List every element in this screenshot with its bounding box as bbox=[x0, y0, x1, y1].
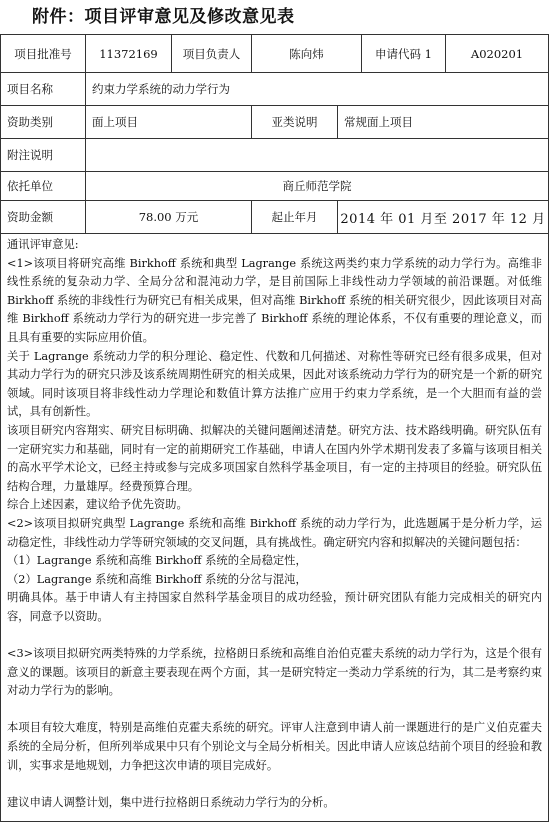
project-name-value: 约束力学系统的动力学行为 bbox=[92, 82, 230, 96]
review-heading: 通讯评审意见: bbox=[7, 238, 79, 251]
review-paragraph: （1）Lagrange 系统和高维 Birkhoff 系统的全局稳定性， bbox=[7, 554, 307, 568]
review-paragraph: 综合上述因素，建议给予优先资助。 bbox=[7, 498, 188, 512]
note-label: 附注说明 bbox=[1, 139, 86, 171]
review-paragraph: 建议申请人调整计划，集中进行拉格朗日系统动力学行为的分析。 bbox=[7, 795, 335, 809]
paragraph-spacer bbox=[7, 775, 542, 794]
apply-code-label: 申请代码 1 bbox=[362, 35, 446, 72]
leader-value: 陈向炜 bbox=[252, 35, 362, 72]
row-funding-type bbox=[1, 106, 548, 139]
row-note bbox=[1, 139, 548, 172]
row-institution bbox=[1, 172, 548, 201]
project-name-label: 项目名称 bbox=[1, 73, 86, 105]
period-label: 起止年月 bbox=[252, 201, 338, 233]
approval-no-label: 项目批准号 bbox=[1, 35, 86, 72]
row-approval bbox=[1, 35, 548, 73]
review-opinions bbox=[1, 234, 548, 812]
review-paragraph: <2>该项目拟研究典型 Lagrange 系统和高维 Birkhoff 系统的动力学行为，此选题属于是分析力学，运动稳定性，非线性动力学等研究领域的交叉问题，具有挑战性。确定研究内容和拟解决的关键问题包括： bbox=[7, 516, 542, 549]
review-paragraph: （2）Lagrange 系统和高维 Birkhoff 系统的分岔与混沌， bbox=[7, 572, 307, 586]
review-form bbox=[0, 34, 549, 822]
paragraph-spacer bbox=[7, 701, 542, 720]
funding-type-label: 资助类别 bbox=[1, 106, 86, 138]
leader-label: 项目负责人 bbox=[172, 35, 252, 72]
amount-label: 资助金额 bbox=[1, 201, 86, 233]
row-amount bbox=[1, 201, 548, 234]
review-paragraph: 明确具体。基于申请人有主持国家自然科学基金项目的成功经验，预计研究团队有能力完成相关的研究内容，同意予以资助。 bbox=[7, 591, 542, 623]
document-title: 附件：项目评审意见及修改意见表 bbox=[32, 7, 295, 27]
subtype-label: 亚类说明 bbox=[252, 106, 338, 138]
apply-code-value: A020201 bbox=[470, 46, 524, 61]
review-paragraph: 该项目研究内容翔实、研究目标明确、拟解决的关键问题阐述清楚。研究方法、技术路线明确。研究队伍有一定研究实力和基础，同时有一定的前期研究工作基础，申请人在国内外学术期刊发表了多篇与该项目相关的高水平学术论文，已经主持或参与完成多项国家自然科学基金项目，有一定的主持项目的经验。研究队伍结构合理，力量雄厚。经费预算合理。 bbox=[7, 423, 542, 493]
subtype-value: 常规面上项目 bbox=[344, 115, 413, 129]
funding-type-value: 面上项目 bbox=[86, 106, 252, 138]
paragraph-spacer bbox=[7, 626, 542, 645]
approval-no-value: 11372169 bbox=[86, 35, 172, 72]
amount-value: 78.00 万元 bbox=[86, 201, 252, 233]
review-paragraph: 本项目有较大难度，特别是高维伯克霍夫系统的研究。评审人注意到申请人前一课题进行的是广义伯克霍夫系统的全局分析，但所列举成果中只有个别论文与全局分析相关。因此申请人应该总结前个项目的经验和教训，实事求是地规划，力争把这次申请的项目完成好。 bbox=[7, 721, 542, 772]
period-value: 2014 年 01 月至 2017 年 12 月 bbox=[340, 211, 546, 227]
review-paragraph: <3>该项目拟研究两类特殊的力学系统，拉格朗日系统和高维自治伯克霍夫系统的动力学行为，这是个很有意义的课题。该项目的新意主要表现在两个方面，其一是研究特定一类动力学系统的行为，其二是考察约束对动力学行为的影响。 bbox=[7, 647, 542, 698]
row-project-name bbox=[1, 73, 548, 106]
note-value bbox=[86, 139, 548, 171]
institution-value: 商丘师范学院 bbox=[282, 179, 352, 193]
institution-label: 依托单位 bbox=[1, 172, 86, 200]
review-paragraph: <1>该项目将研究高维 Birkhoff 系统和典型 Lagrange 系统这两类约束力学系统的动力学行为。高维非线性系统的复杂动力学、全局分岔和混沌动力学，是目前国际上非线性动力学领域的前沿课题。对低维 Birkhoff 系统的非线性行为研究已有相关成果，但对高维 Birkhoff 系统的相关研究很少，因此该项目对高维 Birkhoff 系统动力学行为的研究进一步完善了 Birkhoff 系统的理论体系，不仅有重要的理论意义，而且具有重要的实际应用价值。 bbox=[7, 256, 542, 344]
review-paragraph: 关于 Lagrange 系统动力学的积分理论、稳定性、代数和几何描述、对称性等研究已经有很多成果，但对其动力学行为的研究只涉及该系统周期性研究的相关成果，因此对该系统动力学行为的研究是一个新的研究领域。同时该项目将非线性动力学理论和数值计算方法推广应用于约束力学系统，是一个大胆而有益的尝试，具有创新性。 bbox=[7, 349, 542, 419]
